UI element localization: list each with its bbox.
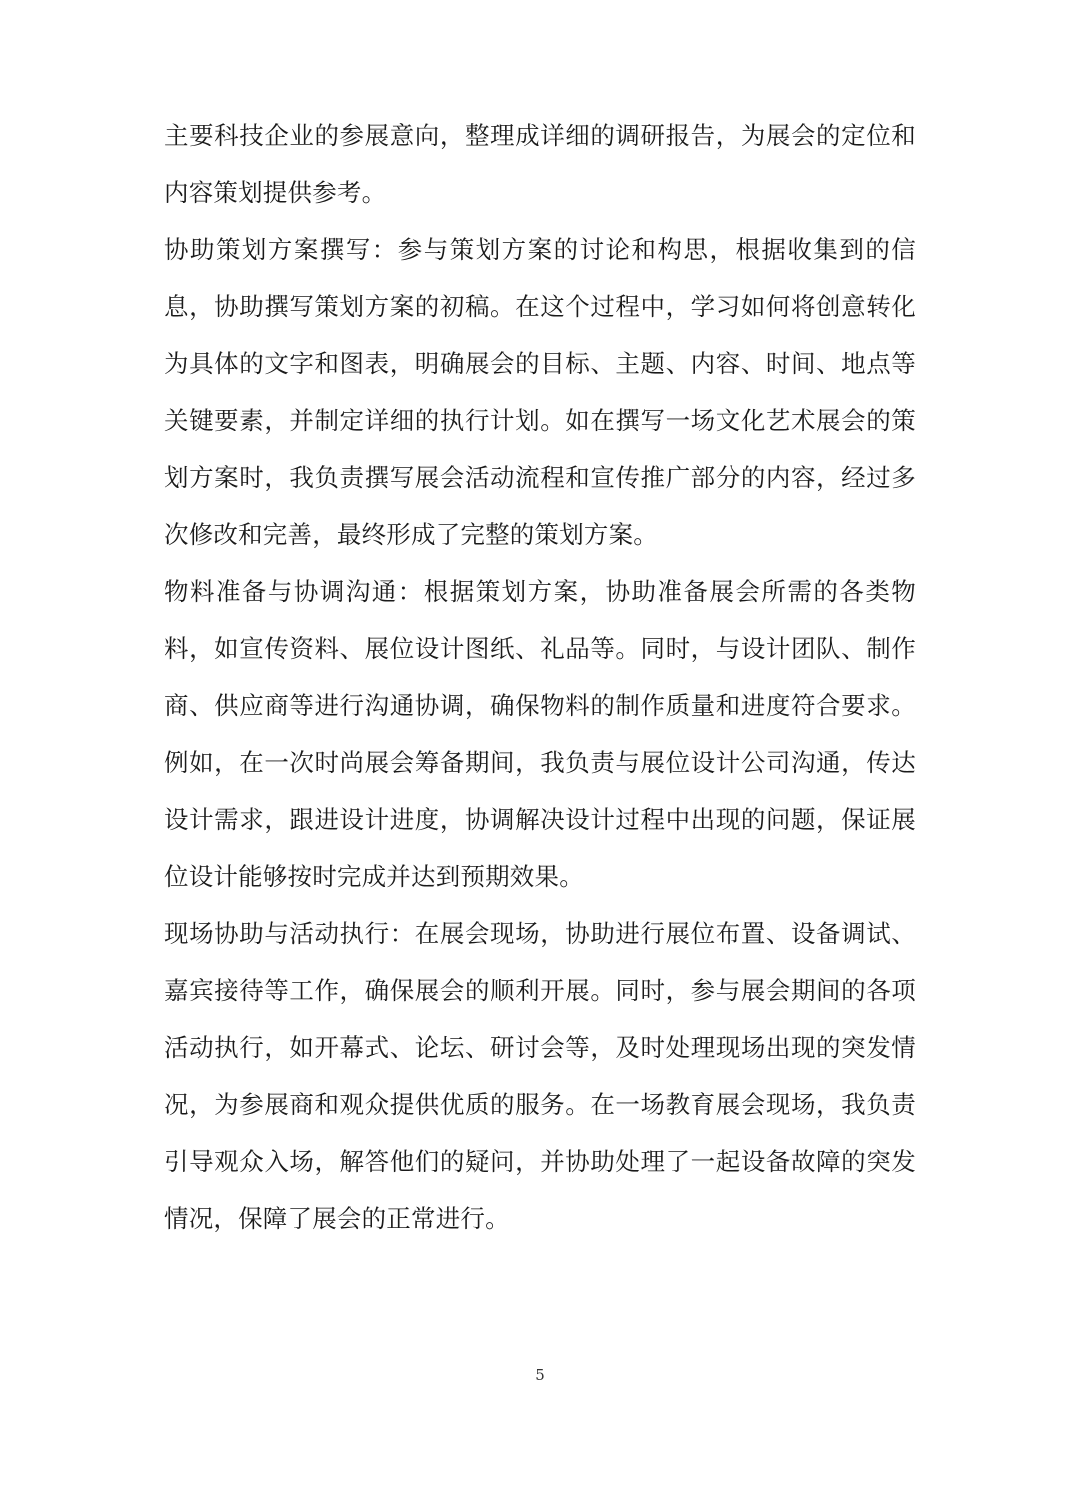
page-number: 5 — [535, 1366, 545, 1384]
paragraph-onsite-execution: 现场协助与活动执行：在展会现场，协助进行展位布置、设备调试、嘉宾接待等工作，确保展会的顺利开展。同时，参与展会期间的各项活动执行，如开幕式、论坛、研讨会等，及时处理现场出现的突发情况，为参展商和观众提供优质的服务。在一场教育展会现场，我负责引导观众入场，解答他们的疑问，并协助处理了一起设备故障的突发情况，保障了展会的正常进行。 — [164, 919, 916, 1233]
paragraph-materials-coordination: 物料准备与协调沟通：根据策划方案，协助准备展会所需的各类物料，如宣传资料、展位设计图纸、礼品等。同时，与设计团队、制作商、供应商等进行沟通协调，确保物料的制作质量和进度符合要求。例如，在一次时尚展会筹备期间，我负责与展位设计公司沟通，传达设计需求，跟进设计进度，协调解决设计过程中出现的问题，保证展位设计能够按时完成并达到预期效果。 — [164, 577, 916, 891]
paragraph-research-report: 主要科技企业的参展意向，整理成详细的调研报告，为展会的定位和内容策划提供参考。 — [164, 121, 916, 207]
paragraph-plan-writing: 协助策划方案撰写：参与策划方案的讨论和构思，根据收集到的信息，协助撰写策划方案的初稿。在这个过程中，学习如何将创意转化为具体的文字和图表，明确展会的目标、主题、内容、时间、地点等关键要素，并制定详细的执行计划。如在撰写一场文化艺术展会的策划方案时，我负责撰写展会活动流程和宣传推广部分的内容，经过多次修改和完善，最终形成了完整的策划方案。 — [164, 235, 916, 549]
body-text — [164, 107, 916, 1247]
